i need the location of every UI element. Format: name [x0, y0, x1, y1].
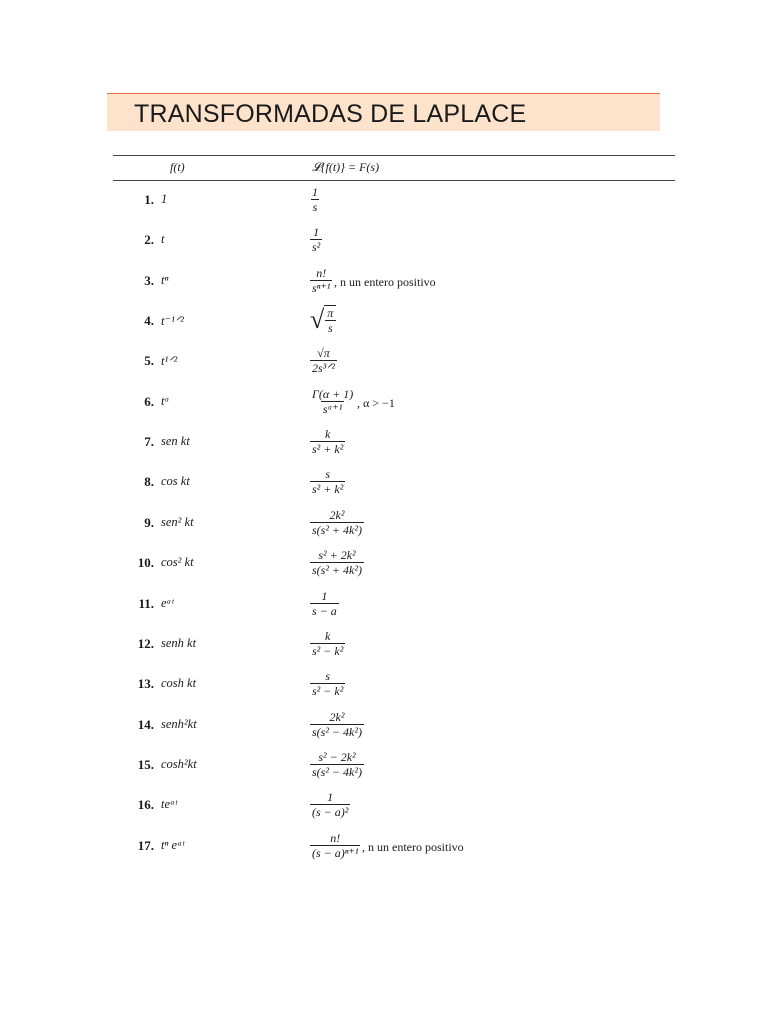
table-row — [0, 549, 768, 589]
column-header-fs: 𝓛{f(t)} = F(s) — [312, 160, 380, 174]
function-ft: eᵃᵗ — [161, 595, 174, 610]
fraction-denominator: 2s³ᐟ² — [312, 361, 335, 376]
row-number: 12. — [137, 635, 154, 651]
transform-fs — [310, 185, 320, 214]
column-header-ft: f(t) — [170, 160, 185, 174]
fraction-denominator: (s − a)² — [312, 805, 349, 820]
fraction-numerator: 1 — [313, 225, 320, 240]
function-ft: sen kt — [161, 434, 190, 449]
table-row — [0, 468, 768, 508]
fraction-denominator: s — [325, 320, 336, 335]
fraction-denominator: s(s² + 4k²) — [312, 522, 362, 537]
transform-fs — [310, 790, 350, 819]
fraction-numerator: π — [327, 306, 334, 321]
table-row — [0, 347, 768, 387]
fraction-denominator: s(s² + 4k²) — [312, 563, 362, 578]
transform-fs — [310, 467, 345, 496]
table-row — [0, 226, 768, 266]
transform-fs — [310, 305, 336, 335]
transform-fs — [310, 589, 339, 618]
function-ft: cosh²kt — [161, 756, 197, 771]
sqrt-sign: √ — [310, 305, 325, 335]
fraction-numerator: Γ(α + 1) — [312, 386, 354, 401]
fraction-denominator: sᵅ⁺¹ — [322, 401, 343, 416]
fraction-numerator: s — [325, 467, 330, 482]
row-number: 17. — [137, 837, 154, 853]
function-ft: tⁿ — [161, 272, 169, 287]
row-number: 8. — [144, 474, 154, 490]
table-row — [0, 791, 768, 831]
fraction-numerator: n! — [316, 265, 327, 280]
function-ft: t⁻¹ᐟ² — [161, 314, 184, 329]
function-ft: 1 — [161, 192, 168, 206]
transform-fs — [310, 710, 364, 739]
fraction-numerator: 1 — [321, 588, 328, 603]
function-ft: cos² kt — [161, 555, 194, 570]
row-number: 10. — [137, 555, 154, 571]
transform-fs — [310, 669, 345, 698]
fraction-denominator: sⁿ⁺¹ — [312, 280, 331, 295]
fraction-numerator: n! — [330, 830, 341, 845]
row-number: 11. — [138, 595, 154, 611]
fraction-denominator: s(s² − 4k²) — [312, 724, 362, 739]
function-ft: t — [161, 232, 165, 247]
row-number: 2. — [144, 232, 154, 248]
row-number: 6. — [144, 393, 154, 409]
table-row — [0, 267, 768, 307]
row-number: 5. — [144, 353, 154, 369]
fraction-denominator: s² + k² — [312, 482, 344, 497]
transform-fs — [310, 225, 322, 254]
fraction-numerator: 2k² — [329, 709, 345, 724]
fraction-denominator: s² + k² — [312, 442, 344, 457]
table-row — [0, 388, 768, 428]
table-row — [0, 832, 768, 872]
transform-fs — [310, 427, 345, 456]
fraction-numerator: 2k² — [329, 507, 345, 522]
fraction-numerator: 1 — [312, 185, 318, 199]
fraction-numerator: s² − 2k² — [318, 749, 356, 764]
fraction-denominator: s² — [312, 240, 321, 255]
transform-fs — [310, 346, 337, 375]
fraction-numerator: s — [325, 669, 330, 684]
transform-fs — [310, 831, 360, 860]
transform-fs — [310, 508, 364, 537]
function-ft: tᵅ — [161, 393, 170, 408]
row-number: 16. — [137, 797, 154, 813]
fraction-denominator: (s − a)ⁿ⁺¹ — [312, 845, 359, 860]
row-number: 7. — [144, 434, 154, 450]
fraction-numerator: k — [324, 628, 331, 643]
function-ft: cosh kt — [161, 676, 197, 691]
transform-condition: , α > −1 — [357, 395, 395, 410]
table-row — [0, 751, 768, 791]
fraction-denominator: s² − k² — [312, 643, 344, 658]
function-ft: senh kt — [161, 635, 197, 650]
row-number: 1. — [144, 192, 154, 207]
page-title: TRANSFORMADAS DE LAPLACE — [134, 100, 527, 128]
row-number: 15. — [137, 756, 154, 772]
transform-fs — [310, 266, 332, 295]
fraction-denominator: s(s² − 4k²) — [312, 764, 362, 779]
fraction-denominator: s − a — [312, 603, 337, 618]
table-row — [0, 670, 768, 710]
transform-fs — [310, 548, 364, 577]
table-row — [0, 630, 768, 670]
fraction-denominator: s — [312, 200, 318, 214]
transform-condition: , n un entero positivo — [334, 274, 436, 289]
row-number: 14. — [137, 716, 154, 732]
function-ft: tⁿ eᵃᵗ — [161, 837, 185, 852]
function-ft: sen² kt — [161, 514, 194, 529]
transform-fs — [310, 629, 345, 658]
row-number: 9. — [144, 514, 154, 530]
function-ft: t¹ᐟ² — [161, 354, 178, 369]
fraction-numerator: k — [324, 427, 331, 442]
table-row — [0, 428, 768, 468]
row-number: 4. — [144, 313, 154, 329]
transform-condition: , n un entero positivo — [362, 839, 464, 854]
row-number: 3. — [144, 272, 154, 288]
row-number: 13. — [137, 676, 154, 692]
function-ft: cos kt — [161, 474, 190, 489]
function-ft: teᵃᵗ — [161, 797, 178, 812]
function-ft: senh²kt — [161, 716, 197, 731]
table-row — [0, 509, 768, 549]
table-row — [0, 711, 768, 751]
transform-fs — [310, 387, 355, 416]
fraction-numerator: s² + 2k² — [318, 548, 356, 563]
fraction-numerator: 1 — [327, 790, 334, 805]
fraction-numerator: √π — [317, 346, 330, 361]
table-row — [0, 307, 768, 347]
table-row — [0, 186, 768, 226]
transform-fs — [310, 750, 364, 779]
table-row — [0, 590, 768, 630]
fraction-denominator: s² − k² — [312, 684, 344, 699]
